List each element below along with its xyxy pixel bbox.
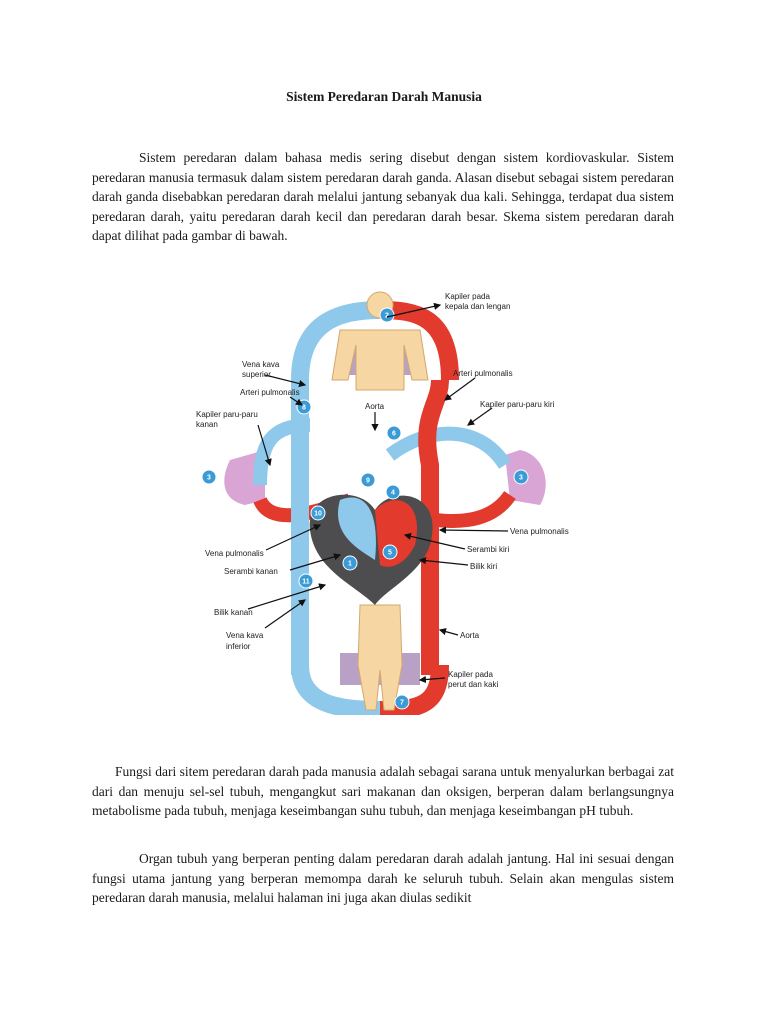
label-bilik-kiri: Bilik kiri — [470, 562, 498, 571]
diagram-label: 3 — [207, 474, 211, 482]
diagram-label: inferior — [226, 642, 251, 651]
label-vena-kava-inferior: Vena kava — [226, 631, 264, 640]
diagram-label: 7 — [400, 699, 404, 707]
label-serambi-kanan: Serambi kanan — [224, 567, 278, 576]
diagram-label: 1 — [348, 560, 352, 568]
circulatory-system-diagram — [190, 285, 590, 715]
diagram-label: 6 — [392, 430, 396, 438]
marker-3-right — [514, 470, 528, 484]
marker-2 — [380, 308, 394, 322]
diagram-label: 8 — [302, 404, 306, 412]
lower-body-figure — [358, 605, 402, 710]
label-kapiler-paru-kanan: Kapiler paru-paru — [196, 410, 258, 419]
marker-5 — [383, 545, 397, 559]
label-kapiler-kepala: Kapiler pada — [445, 292, 490, 301]
diagram-label: superior — [242, 370, 271, 379]
diagram-label: 10 — [314, 510, 322, 518]
marker-8 — [395, 695, 409, 709]
label-vena-pulmonalis-left: Vena pulmonalis — [205, 549, 264, 558]
marker-1 — [343, 556, 357, 570]
marker-4 — [386, 485, 400, 499]
label-aorta-top: Aorta — [365, 402, 385, 411]
label-kapiler-paru-kiri: Kapiler paru-paru kiri — [480, 400, 555, 409]
label-arteri-pulmonalis-right: Arteri pulmonalis — [453, 369, 513, 378]
pulmonary-artery-left — [390, 434, 505, 465]
marker-10 — [361, 473, 375, 487]
diagram-label: 3 — [519, 474, 523, 482]
label-bilik-kanan: Bilik kanan — [214, 608, 253, 617]
marker-9 — [297, 400, 311, 414]
paragraph-fungsi: Fungsi dari sitem peredaran darah pada manusia adalah sebagai sarana untuk menyalurkan berbagai zat dari dan menuju sel-sel tubuh, mengangkut sari makanan dan oksigen, berperan dalam berlangsungnya metabolisme pada tubuh, menjaga keseimbangan suhu tubuh, dan menjaga keseimbangan pH tubuh. — [92, 764, 674, 819]
label-kapiler-perut: Kapiler pada — [448, 670, 493, 679]
marker-12 — [299, 574, 313, 588]
label-vena-pulmonalis-right: Vena pulmonalis — [510, 527, 569, 536]
label-vena-kava-superior: Vena kava — [242, 360, 280, 369]
marker-3-left — [202, 470, 216, 484]
label-arteri-pulmonalis-left: Arteri pulmonalis — [240, 388, 300, 397]
paragraph-organ: Organ tubuh yang berperan penting dalam peredaran darah adalah jantung. Hal ini sesuai dengan fungsi utama jantung yang berperan memompa darah ke seluruh tubuh. Selain akan mengulas sistem peredaran darah manusia, melalui halaman ini juga akan diulas sedikit — [92, 851, 674, 906]
page-title: Sistem Peredaran Darah Manusia — [286, 89, 482, 104]
diagram-label: 9 — [366, 477, 370, 485]
label-aorta-bottom: Aorta — [460, 631, 480, 640]
paragraph-intro: Sistem peredaran dalam bahasa medis sering disebut dengan sistem kordiovaskular. Sistem peredaran manusia termasuk dalam sistem peredaran darah ganda. Alasan disebut sebagai sistem peredaran darah ganda disebabkan peredaran darah melalui jantung sebanyak dua kali. Sehingga, terdapat dua sistem peredaran darah, yaitu peredaran darah kecil dan peredaran darah besar. Skema sistem peredaran darah dapat dilihat pada gambar di bawah. — [92, 150, 674, 244]
diagram-label: 11 — [302, 578, 310, 586]
diagram-label: perut dan kaki — [448, 680, 499, 689]
marker-11 — [311, 506, 325, 520]
diagram-label: 2 — [385, 312, 389, 320]
diagram-label: kepala dan lengan — [445, 302, 511, 311]
diagram-label: 5 — [388, 549, 392, 557]
marker-6 — [387, 426, 401, 440]
label-serambi-kiri: Serambi kiri — [467, 545, 510, 554]
diagram-label: 4 — [391, 489, 395, 497]
diagram-label: kanan — [196, 420, 218, 429]
